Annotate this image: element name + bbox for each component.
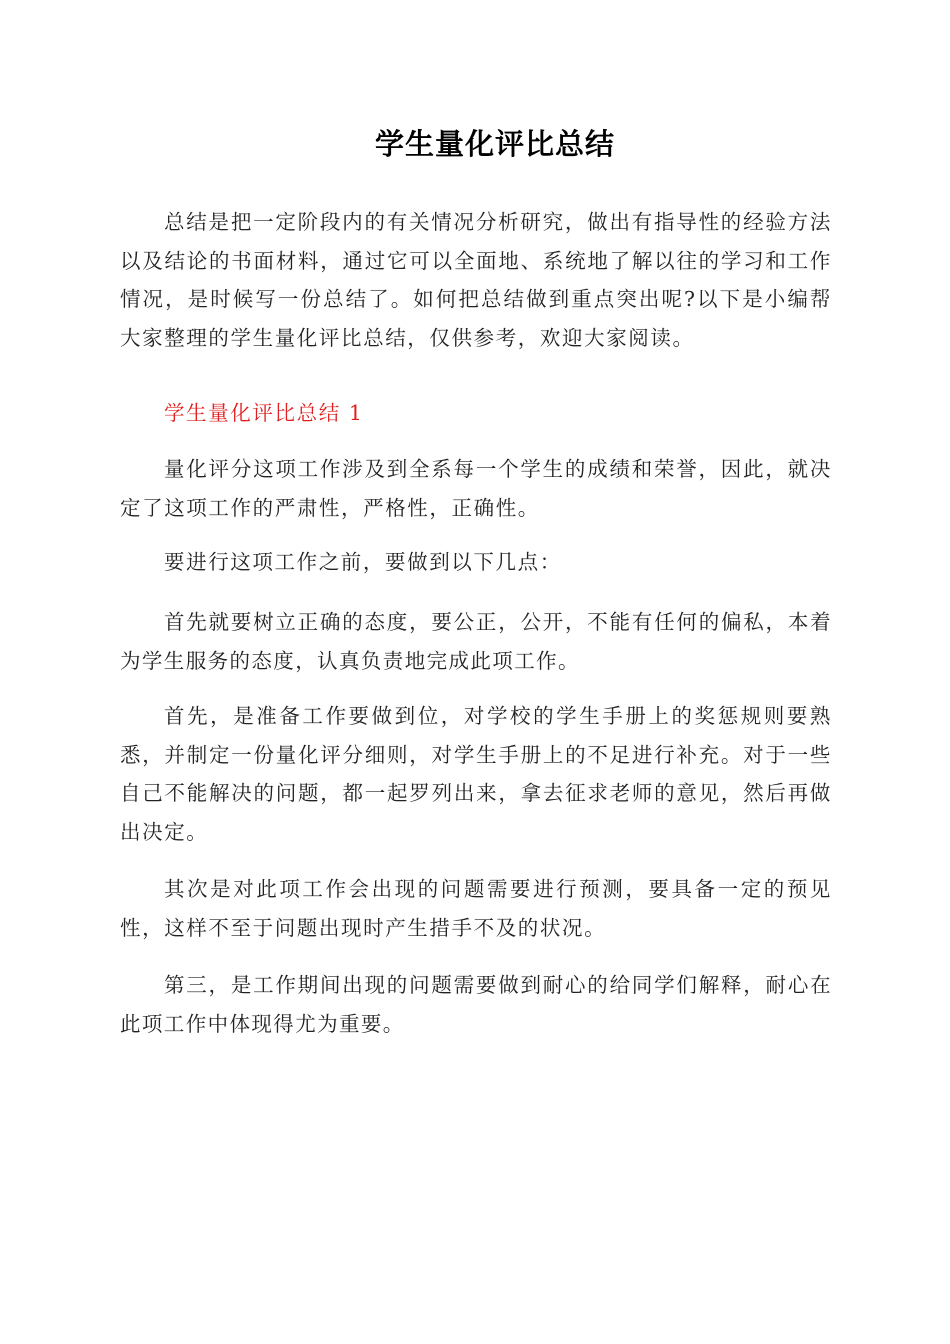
intro-paragraph: 总结是把一定阶段内的有关情况分析研究，做出有指导性的经验方法以及结论的书面材料，通过它可以全面地、系统地了解以往的学习和工作情况，是时候写一份总结了。如何把总结做到重点突出呢?以下是小编帮大家整理的学生量化评比总结，仅供参考，欢迎大家阅读。	[120, 210, 832, 350]
document-title: 学生量化评比总结	[374, 127, 615, 161]
body-paragraph-5: 其次是对此项工作会出现的问题需要进行预测，要具备一定的预见性，这样不至于问题出现时产生措手不及的状况。	[120, 877, 832, 940]
body-paragraph-4: 首先，是准备工作要做到位，对学校的学生手册上的奖惩规则要熟悉，并制定一份量化评分细则，对学生手册上的不足进行补充。对于一些自己不能解决的问题，都一起罗列出来，拿去征求老师的意见，然后再做出决定。	[120, 704, 832, 844]
body-paragraph-2: 要进行这项工作之前，要做到以下几点：	[164, 550, 562, 574]
section-heading: 学生量化评比总结 1	[164, 401, 364, 425]
body-paragraph-3: 首先就要树立正确的态度，要公正，公开，不能有任何的偏私，本着 为学生服务的态度，认真负责地完成此项工作。	[120, 610, 832, 673]
body-paragraph-1: 量化评分这项工作涉及到全系每一个学生的成绩和荣誉，因此，就决定了这项工作的严肃性，严格性，正确性。	[120, 457, 832, 520]
body-paragraph-6: 第三，是工作期间出现的问题需要做到耐心的给同学们解释，耐心在 此项工作中体现得尤为重要。	[120, 973, 832, 1036]
